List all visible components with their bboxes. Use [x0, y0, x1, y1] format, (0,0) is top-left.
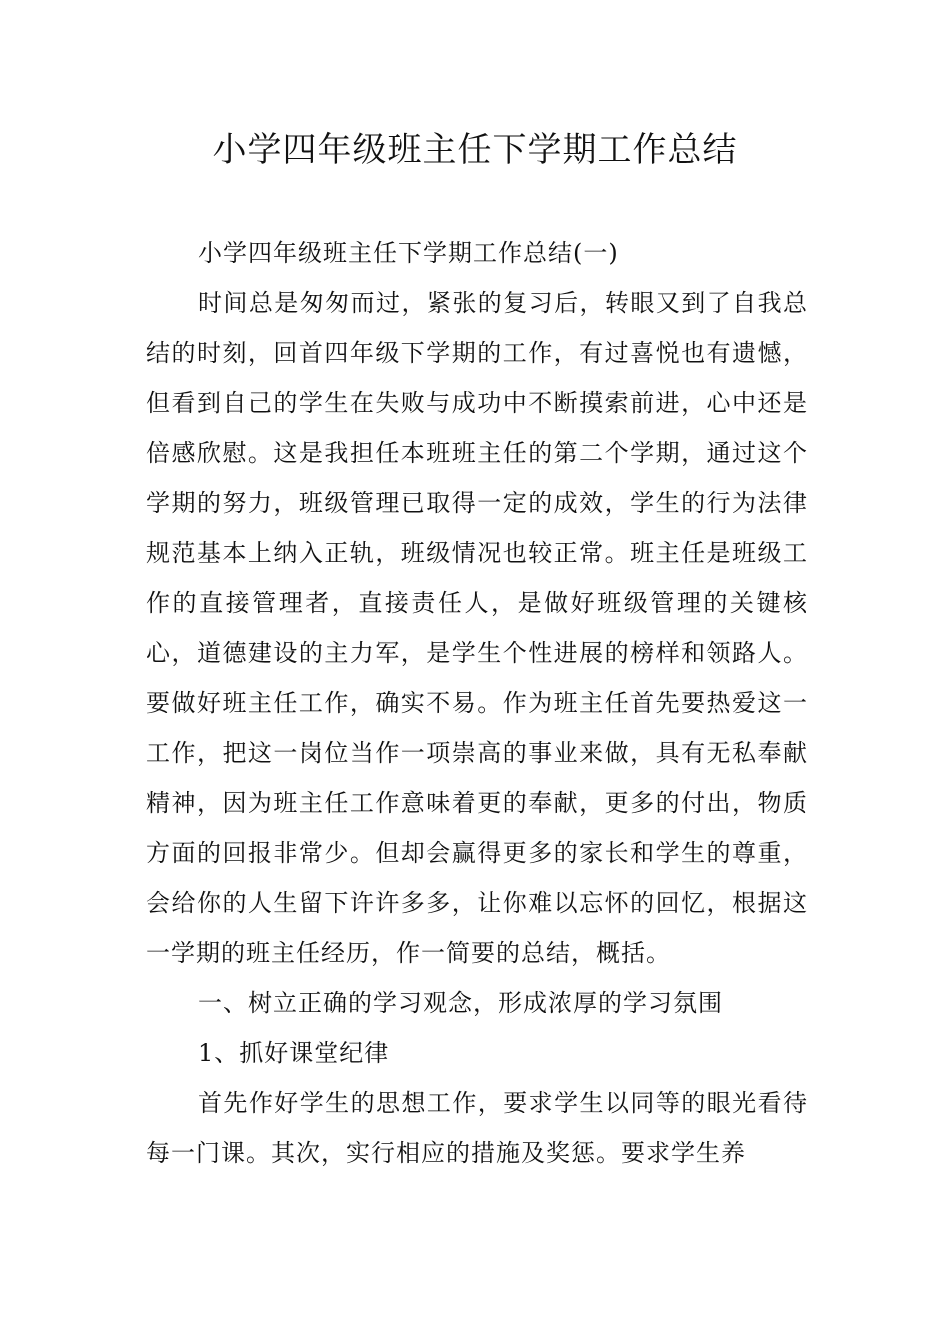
paragraph-intro: 时间总是匆匆而过，紧张的复习后，转眼又到了自我总结的时刻，回首四年级下学期的工作，有过喜悦也有遗憾，但看到自己的学生在失败与成功中不断摸索前进，心中还是倍感欣慰。这是我担任本班班主任的第二个学期，通过这个学期的努力，班级管理已取得一定的成效，学生的行为法律规范基本上纳入正轨，班级情况也较正常。班主任是班级工作的直接管理者，直接责任人，是做好班级管理的关键核心，道德建设的主力军，是学生个性进展的榜样和领路人。要做好班主任工作，确实不易。作为班主任首先要热爱这一工作，把这一岗位当作一项崇高的事业来做，具有无私奉献精神，因为班主任工作意味着更的奉献，更多的付出，物质方面的回报非常少。但却会赢得更多的家长和学生的尊重，会给你的人生留下许许多多，让你难以忘怀的回忆，根据这一学期的班主任经历，作一简要的总结，概括。: [146, 289, 808, 967]
document-body: [146, 228, 808, 1178]
document-title: 小学四年级班主任下学期工作总结: [212, 130, 738, 170]
paragraph-classroom-discipline: 首先作好学生的思想工作，要求学生以同等的眼光看待每一门课。其次，实行相应的措施及奖惩。要求学生养: [146, 1089, 808, 1167]
section-heading-1: 一、树立正确的学习观念，形成浓厚的学习氛围: [198, 989, 723, 1017]
document-subtitle: 小学四年级班主任下学期工作总结(一): [198, 239, 619, 267]
subsection-heading-1: 1、抓好课堂纪律: [198, 1039, 390, 1067]
